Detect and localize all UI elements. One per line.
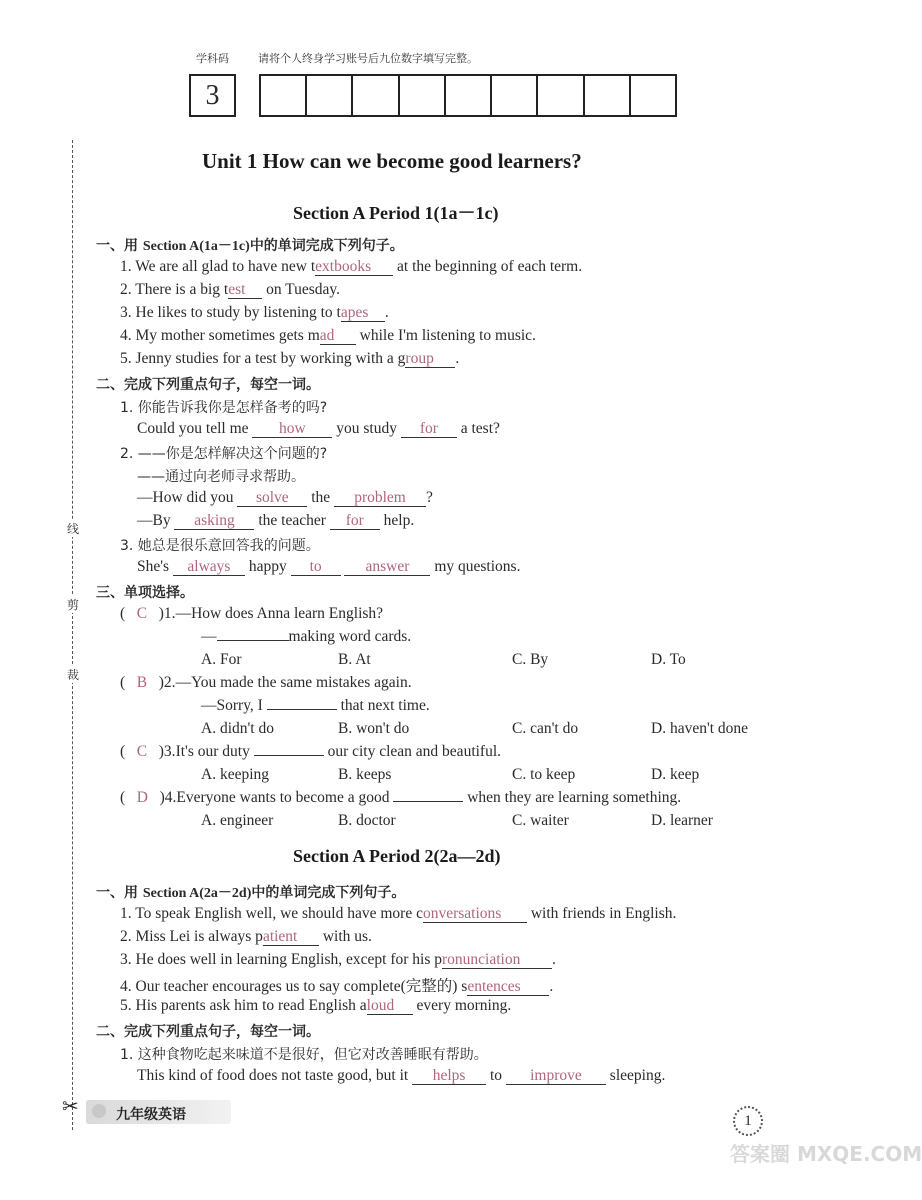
id-box[interactable] — [307, 76, 353, 115]
mc-answer[interactable]: B — [136, 674, 148, 691]
unit-title: Unit 1 How can we become good learners? — [202, 149, 582, 173]
option-d[interactable]: D. To — [651, 651, 686, 668]
option-a[interactable]: A. didn't do — [201, 720, 274, 737]
answer-blank[interactable]: for — [401, 420, 457, 438]
id-number-boxes — [259, 74, 677, 117]
s2-p1-item: 5. His parents ask him to read English aloud every morning. — [120, 997, 512, 1014]
mc-question-2-line2: —Sorry, I that next time. — [201, 697, 430, 714]
answer-blank[interactable]: solve — [237, 489, 307, 507]
s1-p2-q2-cn-b: ——通过向老师寻求帮助。 — [137, 469, 305, 485]
id-box[interactable] — [446, 76, 492, 115]
option-b[interactable]: B. At — [338, 651, 371, 668]
option-d[interactable]: D. haven't done — [651, 720, 749, 737]
option-c[interactable]: C. By — [512, 651, 549, 668]
bullet-icon — [92, 1104, 106, 1118]
id-box[interactable] — [261, 76, 307, 115]
option-b[interactable]: B. doctor — [338, 812, 396, 829]
s1-p1-item: 5. Jenny studies for a test by working with a group . — [120, 350, 460, 367]
scissors-icon: ✂ — [62, 1094, 79, 1118]
answer-blank[interactable]: extbooks — [315, 258, 393, 276]
mc-answer[interactable]: C — [136, 605, 148, 622]
s1-p2-q2-en-a: —How did you solve the problem ? — [137, 489, 433, 506]
s2-part2-heading: 二、完成下列重点句子，每空一词。 — [96, 1024, 320, 1040]
answer-blank[interactable]: improve — [506, 1067, 606, 1085]
answer-blank[interactable] — [393, 801, 463, 802]
s2-p1-item: 1. To speak English well, we should have more conversations with friends in English. — [120, 905, 677, 922]
answer-blank[interactable]: how — [252, 420, 332, 438]
answer-blank[interactable] — [217, 640, 289, 641]
answer-blank[interactable]: for — [330, 512, 380, 530]
s1-p2-q1-en: Could you tell me how you study for a test? — [137, 420, 500, 437]
answer-blank[interactable]: to — [291, 558, 341, 576]
answer-blank[interactable]: atient — [263, 928, 319, 946]
s1-part2-heading: 二、完成下列重点句子，每空一词。 — [96, 377, 320, 393]
s2-p2-q1-en: This kind of food does not taste good, but it helps to improve sleeping. — [137, 1067, 666, 1084]
mc-question-1: ( C )1.—How does Anna learn English? — [120, 605, 384, 622]
id-box[interactable] — [353, 76, 399, 115]
answer-blank[interactable]: helps — [412, 1067, 486, 1085]
mc-question-1-line2: — making word cards. — [201, 628, 412, 645]
id-box[interactable] — [631, 76, 675, 115]
option-c[interactable]: C. waiter — [512, 812, 569, 829]
id-box[interactable] — [585, 76, 631, 115]
option-c[interactable]: C. to keep — [512, 766, 576, 783]
watermark: 答案圈 MXQE.COM — [730, 1142, 922, 1166]
s2-p1-item: 3. He does well in learning English, except for his pronunciation . — [120, 951, 556, 968]
option-d[interactable]: D. keep — [651, 766, 700, 783]
answer-blank[interactable] — [254, 755, 324, 756]
s1-part1-heading: 一、用 Section A(1a－1c)中的单词完成下列句子。 — [96, 238, 404, 254]
id-box[interactable] — [492, 76, 538, 115]
option-b[interactable]: B. won't do — [338, 720, 410, 737]
mc-answer[interactable]: D — [136, 789, 148, 806]
s2-p1-item: 2. Miss Lei is always patient with us. — [120, 928, 372, 945]
section2-title: Section A Period 2(2a—2d) — [293, 846, 501, 866]
id-box[interactable] — [538, 76, 584, 115]
s1-p1-item: 4. My mother sometimes gets mad while I'm listening to music. — [120, 327, 536, 344]
answer-blank[interactable]: always — [173, 558, 245, 576]
cut-label-jian: 剪 — [64, 596, 82, 613]
id-box[interactable] — [400, 76, 446, 115]
option-a[interactable]: A. keeping — [201, 766, 270, 783]
answer-blank[interactable]: problem — [334, 489, 426, 507]
section1-title: Section A Period 1(1a－1c) — [293, 203, 499, 223]
s2-part1-heading: 一、用 Section A(2a－2d)中的单词完成下列句子。 — [96, 885, 406, 901]
s1-p2-q2-cn-a: 2. ——你是怎样解决这个问题的? — [120, 446, 328, 462]
page-number: 1 — [733, 1106, 763, 1136]
s2-p2-q1-cn: 1. 这种食物吃起来味道不是很好，但它对改善睡眠有帮助。 — [120, 1047, 488, 1063]
option-a[interactable]: A. For — [201, 651, 242, 668]
s1-p1-item: 3. He likes to study by listening to tapes . — [120, 304, 389, 321]
s1-part3-heading: 三、单项选择。 — [96, 585, 194, 601]
mc-question-2: ( B )2.—You made the same mistakes again. — [120, 674, 412, 691]
answer-blank[interactable]: est — [228, 281, 262, 299]
subject-code-value: 3 — [205, 80, 220, 111]
id-instruction: 请将个人终身学习账号后九位数字填写完整。 — [258, 52, 478, 65]
mc-answer[interactable]: C — [136, 743, 148, 760]
answer-blank[interactable]: ronunciation — [442, 951, 552, 969]
s2-p1-item: 4. Our teacher encourages us to say complete(完整的) sentences . — [120, 978, 554, 995]
answer-blank[interactable]: ad — [320, 327, 356, 345]
answer-blank[interactable]: roup — [405, 350, 455, 368]
answer-blank[interactable]: apes — [341, 304, 385, 322]
cut-line — [72, 140, 73, 1130]
cut-label-xian: 线 — [64, 520, 82, 537]
option-a[interactable]: A. engineer — [201, 812, 274, 829]
answer-blank[interactable]: entences — [467, 978, 549, 996]
s1-p1-item: 1. We are all glad to have new textbooks at the beginning of each term. — [120, 258, 583, 275]
s1-p1-item: 2. There is a big test on Tuesday. — [120, 281, 341, 298]
option-d[interactable]: D. learner — [651, 812, 713, 829]
s1-p2-q2-en-b: —By asking the teacher for help. — [137, 512, 415, 529]
subject-code-box — [189, 74, 236, 117]
book-label: 九年级英语 — [116, 1107, 186, 1123]
s1-p2-q3-en: She's always happy to answer my questions. — [137, 558, 521, 575]
s1-p2-q1-cn: 1. 你能告诉我你是怎样备考的吗? — [120, 400, 328, 416]
option-b[interactable]: B. keeps — [338, 766, 392, 783]
answer-blank[interactable] — [267, 709, 337, 710]
mc-question-4: ( D )4.Everyone wants to become a good when they are learning something. — [120, 789, 682, 806]
option-c[interactable]: C. can't do — [512, 720, 579, 737]
answer-blank[interactable]: asking — [174, 512, 254, 530]
cut-label-cai: 裁 — [64, 666, 82, 683]
answer-blank[interactable]: answer — [344, 558, 430, 576]
answer-blank[interactable]: onversations — [423, 905, 527, 923]
s1-p2-q3-cn: 3. 她总是很乐意回答我的问题。 — [120, 538, 320, 554]
subject-code-label: 学科码 — [196, 52, 229, 65]
mc-question-3: ( C )3.It's our duty our city clean and beautiful. — [120, 743, 502, 760]
answer-blank[interactable]: loud — [367, 997, 413, 1015]
